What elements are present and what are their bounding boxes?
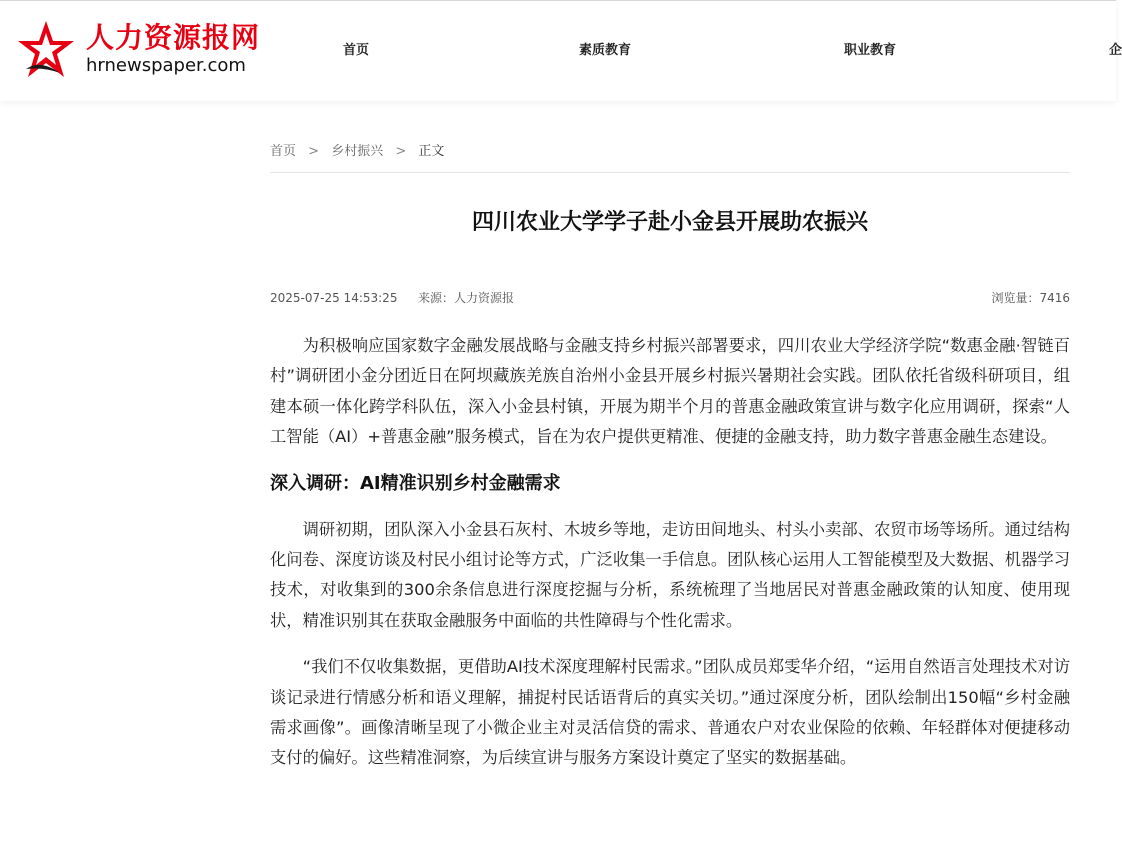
logo-domain: hrnewspaper.com [86,55,246,76]
nav-vocational-education[interactable]: 职业教育 [844,43,897,58]
logo-chinese-name: 人力资源报网 [86,21,261,54]
article-body [270,331,1070,790]
site-logo[interactable] [16,19,266,85]
section-heading: 深入调研：AI精准识别乡村金融需求 [270,472,561,494]
breadcrumb-home-link[interactable]: 首页 [270,144,297,159]
nav-enterprise[interactable]: 企 [1109,43,1122,58]
breadcrumb-separator: > [308,144,320,159]
view-count [991,289,1070,307]
breadcrumb-current: 正文 [418,144,445,159]
breadcrumb [270,143,444,161]
breadcrumb-divider [270,172,1070,173]
views-number: 7416 [1039,291,1070,305]
article-paragraph: 为积极响应国家数字金融发展战略与金融支持乡村振兴部署要求，四川农业大学经济学院“数惠金融·智链百村”调研团小金分团近日在阿坝藏族羌族自治州小金县开展乡村振兴暑期社会实践。团队依托省级科研项目，组建本硕一体化跨学科队伍，深入小金县村镇，开展为期半个月的普惠金融政策宣讲与数字化应用调研，探索“人工智能（AI）+普惠金融”服务模式，旨在为农户提供更精准、便捷的金融支持，助力数字普惠金融生态建设。 [270,336,1070,447]
article-meta [270,289,1070,307]
article-title: 四川农业大学学子赴小金县开展助农振兴 [471,210,868,235]
publish-date: 2025-07-25 14:53:25 [270,291,398,305]
site-header [0,0,1122,101]
red-star-logo-icon [16,19,76,81]
article-source [418,289,514,307]
article-paragraph: 调研初期，团队深入小金县石灰村、木坡乡等地，走访田间地头、村头小卖部、农贸市场等场所。通过结构化问卷、深度访谈及村民小组讨论等方式，广泛收集一手信息。团队核心运用人工智能模型及大数据、机器学习技术，对收集到的300余条信息进行深度挖掘与分析，系统梳理了当地居民对普惠金融政策的认知度、使用现状，精准识别其在获取金融服务中面临的共性障碍与个性化需求。 [270,519,1070,630]
source-name: 人力资源报 [454,291,515,305]
source-label: 来源： [418,291,455,305]
views-label: 浏览量： [991,291,1040,305]
nav-quality-education[interactable]: 素质教育 [579,43,632,58]
breadcrumb-separator: > [395,144,407,159]
article-paragraph: “我们不仅收集数据，更借助AI技术深度理解村民需求。”团队成员郑雯华介绍，“运用自然语言处理技术对访谈记录进行情感分析和语义理解，捕捉村民话语背后的真实关切。”通过深度分析，团队绘制出150幅“乡村金融需求画像”。画像清晰呈现了小微企业主对灵活信贷的需求、普通农户对农业保险的依赖、年轻群体对便捷移动支付的偏好。这些精准洞察，为后续宣讲与服务方案设计奠定了坚实的数据基础。 [270,657,1070,768]
nav-home[interactable]: 首页 [343,43,370,58]
breadcrumb-category-link[interactable]: 乡村振兴 [331,144,384,159]
